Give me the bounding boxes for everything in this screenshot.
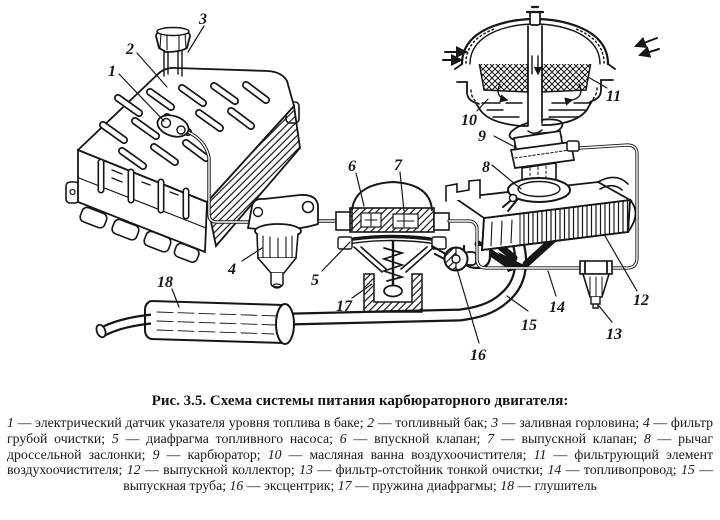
- legend-item-5: 5 — диафрагма топливного насоса;: [111, 430, 340, 446]
- legend-item-3: 3 — заливная горловина;: [491, 415, 643, 431]
- callout-9: 9: [478, 128, 486, 145]
- callout-12: 12: [633, 292, 649, 309]
- legend-item-11: 11 — фильтрующий элемент воздухоочистителя;: [7, 446, 713, 478]
- legend-item-8: 8 — рычаг дроссельной заслонки;: [7, 430, 714, 462]
- callout-17: 17: [336, 298, 352, 315]
- callout-13: 13: [606, 326, 622, 343]
- callout-5: 5: [311, 272, 319, 289]
- legend-item-4: 4 — фильтр грубой очистки;: [7, 415, 713, 446]
- legend-item-16: 16 — эксцентрик;: [229, 478, 338, 494]
- figure-legend: [7, 415, 713, 494]
- callout-1: 1: [108, 63, 116, 80]
- legend-item-12: 12 — выпускной коллектор;: [126, 462, 300, 478]
- callout-14: 14: [549, 299, 565, 316]
- callout-7: 7: [394, 157, 402, 174]
- callout-11: 11: [606, 88, 622, 105]
- callout-16: 16: [470, 347, 486, 364]
- legend-item-9: 9 — карбюратор;: [152, 446, 268, 462]
- legend-item-13: 13 — фильтр-отстойник тонкой очистки;: [299, 462, 548, 478]
- callout-6: 6: [348, 158, 356, 175]
- coarse-fuel-filter: [248, 195, 346, 288]
- fuel-pump: [336, 182, 452, 312]
- legend-item-2: 2 — топливный бак;: [367, 415, 492, 431]
- callout-2: 2: [126, 41, 134, 58]
- legend-item-6: 6 — впускной клапан;: [339, 430, 488, 446]
- callout-18: 18: [157, 274, 173, 291]
- legend-item-15: 15 — выпускная труба;: [123, 462, 714, 494]
- tailpipe: [95, 319, 152, 339]
- wing-nut: [527, 7, 543, 25]
- figure-caption: Рис. 3.5. Схема системы питания карбюраторного двигателя:: [151, 393, 569, 409]
- fine-fuel-filter: [580, 261, 612, 308]
- legend-item-17: 17 — пружина диафрагмы;: [337, 478, 501, 494]
- callout-4: 4: [228, 261, 236, 278]
- legend-item-7: 7 — выпускной клапан;: [487, 430, 644, 446]
- legend-item-18: 18 — глушитель: [500, 478, 597, 494]
- callout-10: 10: [461, 112, 477, 129]
- legend-item-10: 10 — масляная ванна воздухоочистителя;: [267, 446, 534, 462]
- legend-item-1: 1 — электрический датчик указателя уровня топлива в баке;: [7, 415, 368, 431]
- callout-15: 15: [521, 317, 537, 334]
- legend-item-14: 14 — топливопровод;: [547, 462, 681, 478]
- muffler: [145, 301, 294, 344]
- callout-3: 3: [199, 11, 207, 28]
- callout-8: 8: [482, 159, 490, 176]
